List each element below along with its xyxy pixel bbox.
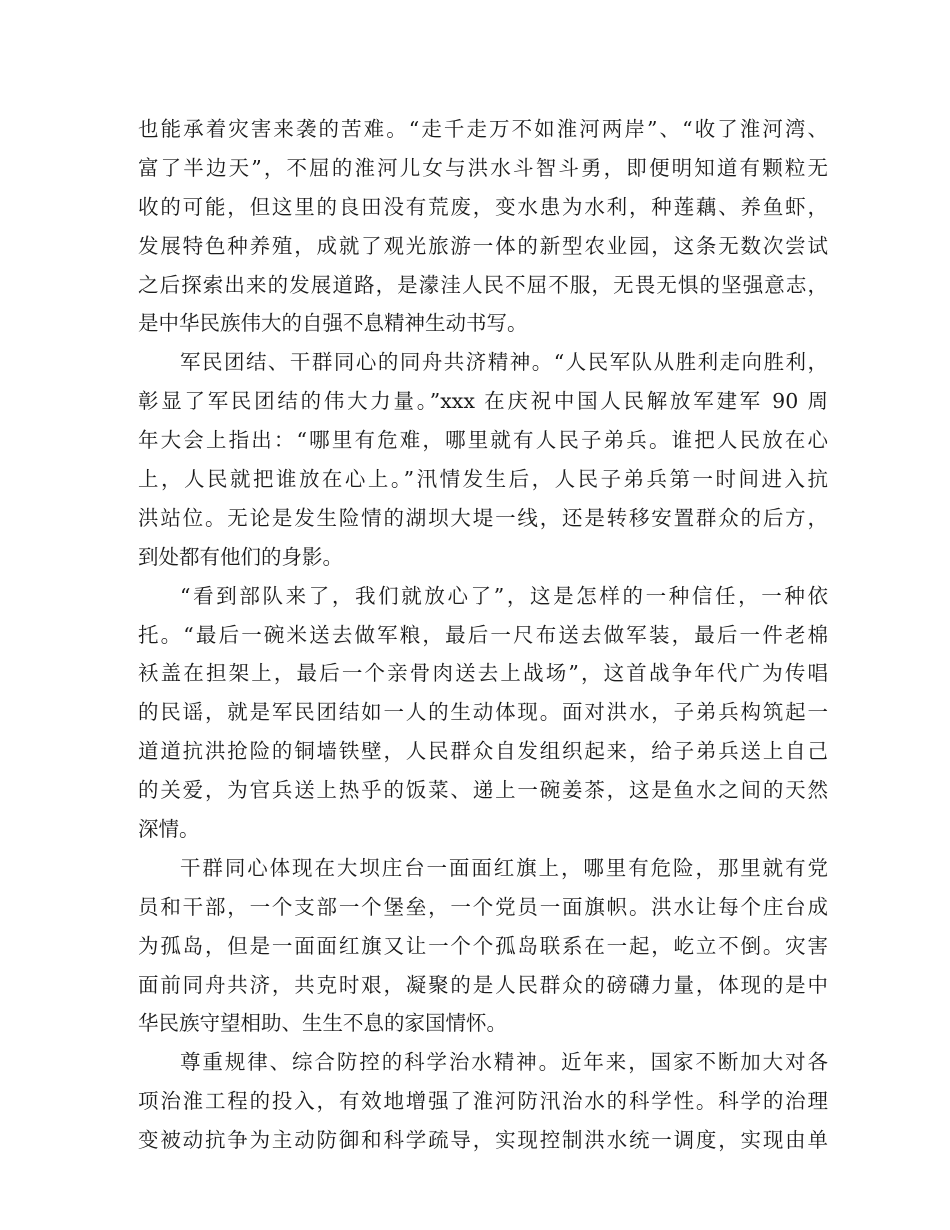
text-line: 的关爱，为官兵送上热乎的饭菜、递上一碗姜茶，这是鱼水之间的天然 [138,778,828,803]
text-line: 发展特色种养殖，成就了观光旅游一体的新型农业园，这条无数次尝试 [138,233,828,258]
text-line: 项治淮工程的投入，有效地增强了淮河防汛治水的科学性。科学的治理 [138,1089,828,1114]
text-line: 袄盖在担架上，最后一个亲骨肉送去上战场”，这首战争年代广为传唱 [138,661,828,686]
text-line: 也能承着灾害来袭的苦难。“走千走万不如淮河两岸”、“收了淮河湾、 [138,117,828,141]
document-body [138,110,828,1160]
text-line: 上，人民就把谁放在心上。”汛情发生后，人民子弟兵第一时间进入抗 [138,467,828,492]
paragraph-first-line: “看到部队来了，我们就放心了”，这是怎样的一种信任，一种依 [180,583,828,608]
text-line: 员和干部，一个支部一个堡垒，一个党员一面旗帜。洪水让每个庄台成 [138,894,828,919]
paragraph-first-line: 尊重规律、综合防控的科学治水精神。近年来，国家不断加大对各 [180,1050,828,1075]
text-line: 彰显了军民团结的伟大力量。”xxx 在庆祝中国人民解放军建军 90 周 [138,389,828,414]
text-line: 之后探索出来的发展道路，是濛洼人民不屈不服，无畏无惧的坚强意志， [138,272,828,297]
text-line: 到处都有他们的身影。 [138,544,343,569]
text-line: 深情。 [138,817,200,842]
text-line: 托。“最后一碗米送去做军粮，最后一尺布送去做军装，最后一件老棉 [138,622,828,647]
text-line: 收的可能，但这里的良田没有荒废，变水患为水利，种莲藕、养鱼虾， [138,194,828,219]
text-line: 是中华民族伟大的自强不息精神生动书写。 [138,311,528,336]
text-line: 的民谣，就是军民团结如一人的生动体现。面对洪水，子弟兵构筑起一 [138,700,828,725]
text-line: 变被动抗争为主动防御和科学疏导，实现控制洪水统一调度，实现由单 [138,1128,828,1153]
text-line: 道道抗洪抢险的铜墙铁壁，人民群众自发组织起来，给子弟兵送上自己 [138,739,828,764]
text-line: 年大会上指出：“哪里有危难，哪里就有人民子弟兵。谁把人民放在心 [138,428,828,453]
paragraph-first-line: 军民团结、干群同心的同舟共济精神。“人民军队从胜利走向胜利， [180,350,828,375]
text-line: 富了半边天”，不屈的淮河儿女与洪水斗智斗勇，即便明知道有颗粒无 [138,155,828,180]
text-line: 为孤岛，但是一面面红旗又让一个个孤岛联系在一起，屹立不倒。灾害 [138,933,828,958]
text-line: 华民族守望相助、生生不息的家国情怀。 [138,1011,507,1036]
text-line: 面前同舟共济，共克时艰，凝聚的是人民群众的磅礴力量，体现的是中 [138,972,828,997]
paragraph-first-line: 干群同心体现在大坝庄台一面面红旗上，哪里有危险，那里就有党 [180,855,828,880]
text-line: 洪站位。无论是发生险情的湖坝大堤一线，还是转移安置群众的后方， [138,505,828,530]
